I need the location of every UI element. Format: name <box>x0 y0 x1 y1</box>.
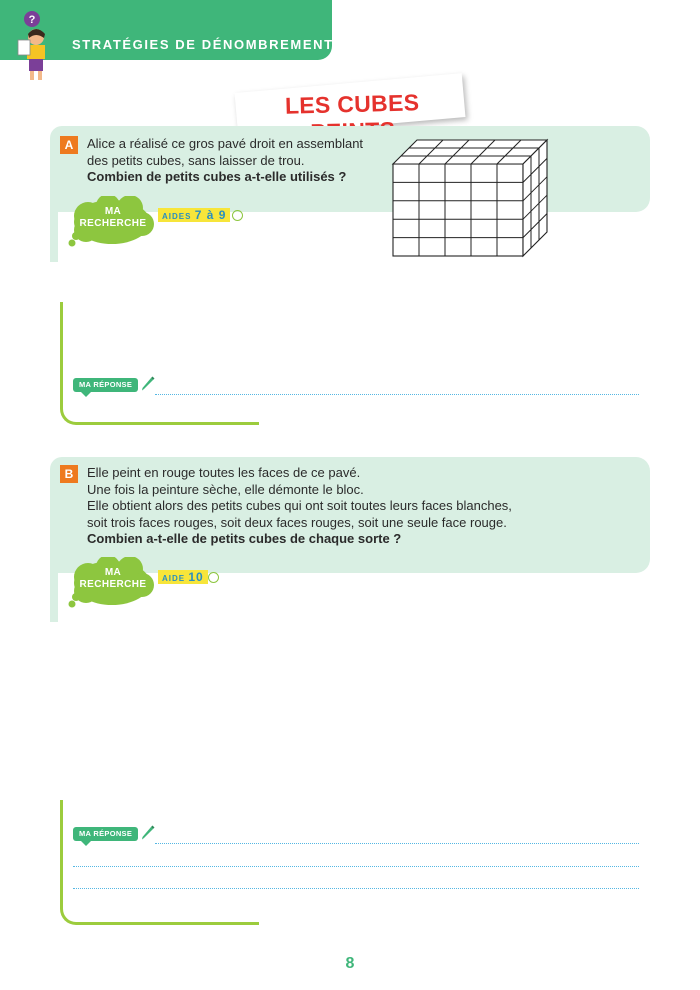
aides-prefix: AIDE <box>162 574 186 583</box>
exercise-b-line: Une fois la peinture sèche, elle démonte le bloc. <box>87 481 364 497</box>
answer-zone-b <box>60 800 259 925</box>
checkbox-circle-icon[interactable] <box>232 210 243 221</box>
research-label-line: MA <box>104 206 122 217</box>
exercise-b-line: soit trois faces rouges, soit deux faces rouges, soit une seule face rouge. <box>87 514 507 530</box>
exercise-b-statement <box>87 465 607 548</box>
section-title: STRATÉGIES DE DÉNOMBREMENT <box>72 37 334 52</box>
answer-line[interactable] <box>155 843 639 844</box>
aides-badge[interactable] <box>158 208 230 222</box>
pencil-icon <box>141 824 155 840</box>
mascot-icon <box>14 10 54 82</box>
exercise-b-panel-tail <box>50 560 58 622</box>
answer-label: MA RÉPONSE <box>73 827 138 841</box>
exercise-a-line: Alice a réalisé ce gros pavé droit en assemblant <box>87 136 364 151</box>
exercise-b-letter: B <box>60 465 78 483</box>
exercise-b-question: Combien a-t-elle de petits cubes de chaque sorte ? <box>87 531 402 546</box>
checkbox-circle-icon[interactable] <box>208 572 219 583</box>
aides-value: 10 <box>188 570 204 584</box>
page-title: LES CUBES <box>284 89 420 119</box>
exercise-a-question: Combien de petits cubes a-t-elle utilisés ? <box>87 169 347 184</box>
pencil-icon <box>141 375 155 391</box>
page-number: 8 <box>345 955 355 972</box>
research-label <box>70 206 156 230</box>
cuboid-illustration <box>383 130 553 266</box>
aides-prefix: AIDES <box>162 212 192 221</box>
exercise-a-line: des petits cubes, sans laisser de trou. <box>87 152 305 168</box>
answer-line[interactable] <box>73 888 639 889</box>
exercise-a-statement <box>87 136 377 186</box>
research-label-line: RECHERCHE <box>79 218 147 229</box>
exercise-b-line: Elle peint en rouge toutes les faces de ce pavé. <box>87 465 361 480</box>
answer-line[interactable] <box>73 866 639 867</box>
question-mark-icon: ? <box>28 14 36 26</box>
answer-zone-a <box>60 302 259 425</box>
aides-value: 7 à 9 <box>194 208 227 222</box>
research-label-line: RECHERCHE <box>79 579 147 590</box>
exercise-a-letter: A <box>60 136 78 154</box>
aides-badge[interactable] <box>158 570 208 584</box>
research-label <box>70 567 156 591</box>
answer-line[interactable] <box>155 394 639 395</box>
research-label-line: MA <box>104 567 122 578</box>
exercise-a-panel-tail <box>50 200 58 262</box>
exercise-b-line: Elle obtient alors des petits cubes qui ont soit toutes leurs faces blanches, <box>87 498 512 513</box>
answer-label: MA RÉPONSE <box>73 378 138 392</box>
